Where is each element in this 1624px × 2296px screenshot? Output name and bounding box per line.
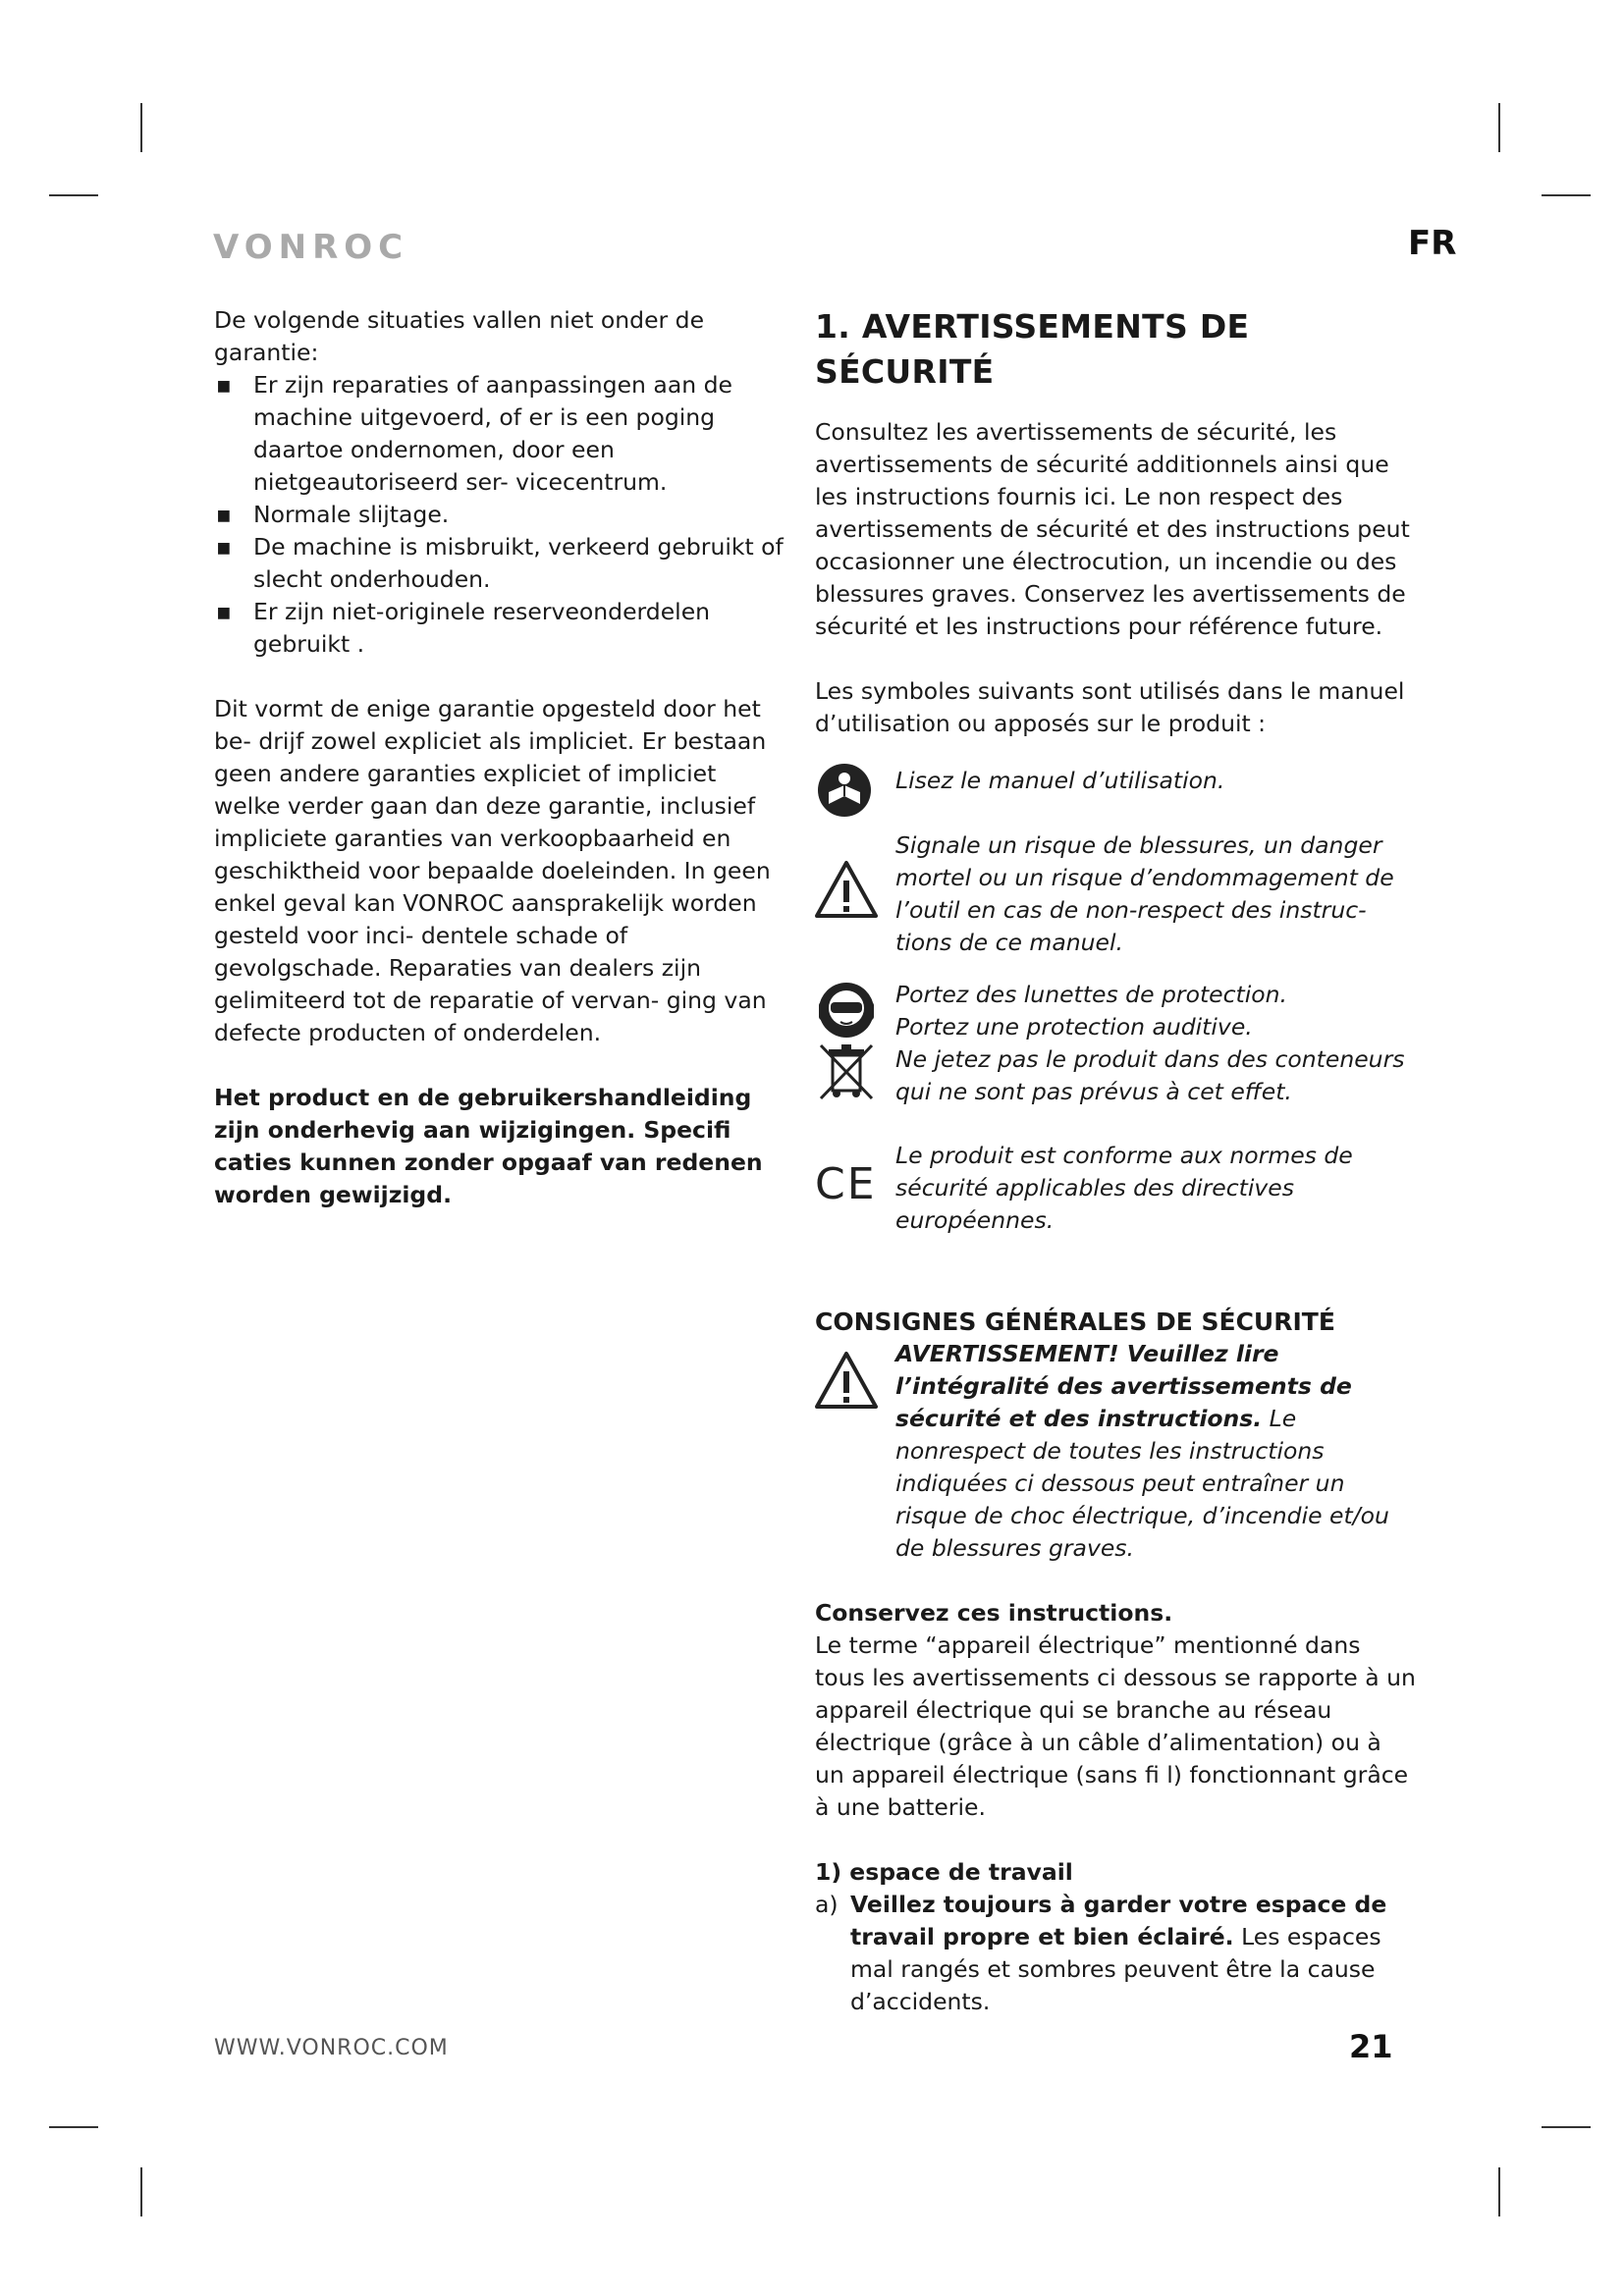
crop-mark (1542, 194, 1591, 196)
list-item (214, 369, 785, 499)
crop-mark (49, 2126, 98, 2128)
item-text: Les espaces mal rangés et sombres peuvent être la cause d’accidents. (850, 1923, 1381, 2015)
warranty-paragraph: Dit vormt de enige garantie opgesteld door het be- drijf zowel expliciet als impliciet. Er bestaan geen andere garanties expliciet of impliciet welke verder gaan dan deze garantie, inclusief impliciete garanties van verkoopbaarheid en geschiktheid voor bepaalde doeleinden. In geen enkel geval kan VONROC aansprakelijk worden gesteld voor inci- dentele schade of gevolgschade. Reparaties van dealers zijn gelimiteerd tot de reparatie of vervan- ging van defecte producten of onderdelen. (214, 695, 771, 1046)
warning-triangle-icon (815, 859, 878, 922)
crop-mark (140, 103, 142, 152)
safety-column (815, 304, 1416, 2018)
symbol-row (815, 1043, 1416, 1108)
symbol-text: Le produit est conforme aux normes de sécurité applicables des directives européennes. (895, 1142, 1353, 1234)
symbol-text: Ne jetez pas le produit dans des conteneurs qui ne sont pas prévus à cet effet. (895, 1045, 1405, 1105)
goggles-ear-protection-icon (815, 979, 878, 1041)
bullet-mark: ▪ (216, 371, 232, 399)
list-item (214, 499, 785, 531)
read-manual-icon (815, 759, 878, 822)
symbols-intro: Les symboles suivants sont utilisés dans le manuel d’utilisation ou apposés sur le produit : (815, 677, 1405, 737)
crop-mark (1542, 2126, 1591, 2128)
warranty-intro: De volgende situaties vallen niet onder de garantie: (214, 306, 705, 366)
crossed-bin-icon (815, 1040, 878, 1102)
crop-mark (1498, 2167, 1500, 2216)
bullet-mark: ▪ (216, 533, 232, 561)
list-item-text: Er zijn niet-originele reserveonderdelen gebruikt . (253, 598, 711, 658)
warning-triangle-icon (815, 1350, 878, 1413)
symbol-row (815, 829, 1416, 959)
list-item (214, 531, 785, 596)
brand-logo: VONROC (213, 228, 409, 267)
item-bold-text: Veillez toujours à garder votre espace de travail propre et bien éclairé. (850, 1891, 1387, 1950)
keep-instructions-text: Le terme “appareil électrique” mentionné dans tous les avertissements ci dessous se rapporte à un appareil électrique qui se branche au réseau électrique (grâce à un câble d’alimentation) ou à un appareil électrique (sans fi l) fonctionnant grâce à une batterie. (815, 1631, 1416, 1821)
keep-instructions-heading: Conservez ces instructions. (815, 1599, 1173, 1627)
workspace-heading: 1) espace de travail (815, 1858, 1073, 1886)
footer-url: WWW.VONROC.COM (214, 2036, 449, 2060)
list-item-text: Er zijn reparaties of aanpassingen aan de machine uitgevoerd, of er is een poging daartoe ondernomen, door een nietgeautoriseerd ser- vicecentrum. (253, 371, 732, 496)
list-item-text: De machine is misbruikt, verkeerd gebruikt of slecht onderhouden. (253, 533, 784, 593)
warranty-column (214, 304, 785, 1211)
page-number: 21 (1349, 2028, 1393, 2065)
warning-block (815, 1338, 1416, 1565)
language-code: FR (1408, 224, 1457, 263)
warning-bold-text: AVERTISSEMENT! Veuillez lire l’intégralité des avertissements de sécurité et des instructions. (895, 1340, 1352, 1432)
change-notice: Het product en de gebruikershandleiding zijn onderhevig aan wijzigingen. Specifi caties kunnen zonder opgaaf van redenen worden gewijzigd. (214, 1084, 763, 1208)
bullet-mark: ▪ (216, 501, 232, 528)
section-heading: 1. AVERTISSEMENTS DE SÉCURITÉ (815, 307, 1250, 391)
list-label: a) (815, 1891, 839, 1918)
symbol-row (815, 765, 1416, 822)
list-item (214, 596, 785, 661)
ce-mark-icon: CE (815, 1159, 877, 1209)
bullet-mark: ▪ (216, 598, 232, 625)
crop-mark (49, 194, 98, 196)
safety-intro: Consultez les avertissements de sécurité, les avertissements de sécurité additionnels ainsi que les instructions fournis ici. Le non respect des avertissements de sécurité et des instructions peut occasionner une électrocution, un incendie ou des blessures graves. Conservez les avertissements de sécurité et les instructions pour référence future. (815, 418, 1410, 640)
list-item (815, 1889, 1416, 2018)
symbol-text: Portez une protection auditive. (895, 1013, 1253, 1041)
symbol-row (815, 979, 1416, 1043)
symbol-text: Lisez le manuel d’utilisation. (895, 767, 1225, 794)
symbol-row (815, 1140, 1416, 1237)
list-item-text: Normale slijtage. (253, 501, 450, 528)
crop-mark (1498, 103, 1500, 152)
symbol-text: Portez des lunettes de protection. (895, 981, 1288, 1008)
general-safety-heading: CONSIGNES GÉNÉRALES DE SÉCURITÉ (815, 1308, 1335, 1336)
warning-text: Le nonrespect de toutes les instructions indiquées ci dessous peut entraîner un risque de choc électrique, d’incendie et/ou de blessures graves. (895, 1405, 1389, 1562)
symbol-text: Signale un risque de blessures, un danger mortel ou un risque d’endommagement de l’outil en cas de non-respect des instruc- tions de ce manuel. (895, 831, 1394, 956)
crop-mark (140, 2167, 142, 2216)
